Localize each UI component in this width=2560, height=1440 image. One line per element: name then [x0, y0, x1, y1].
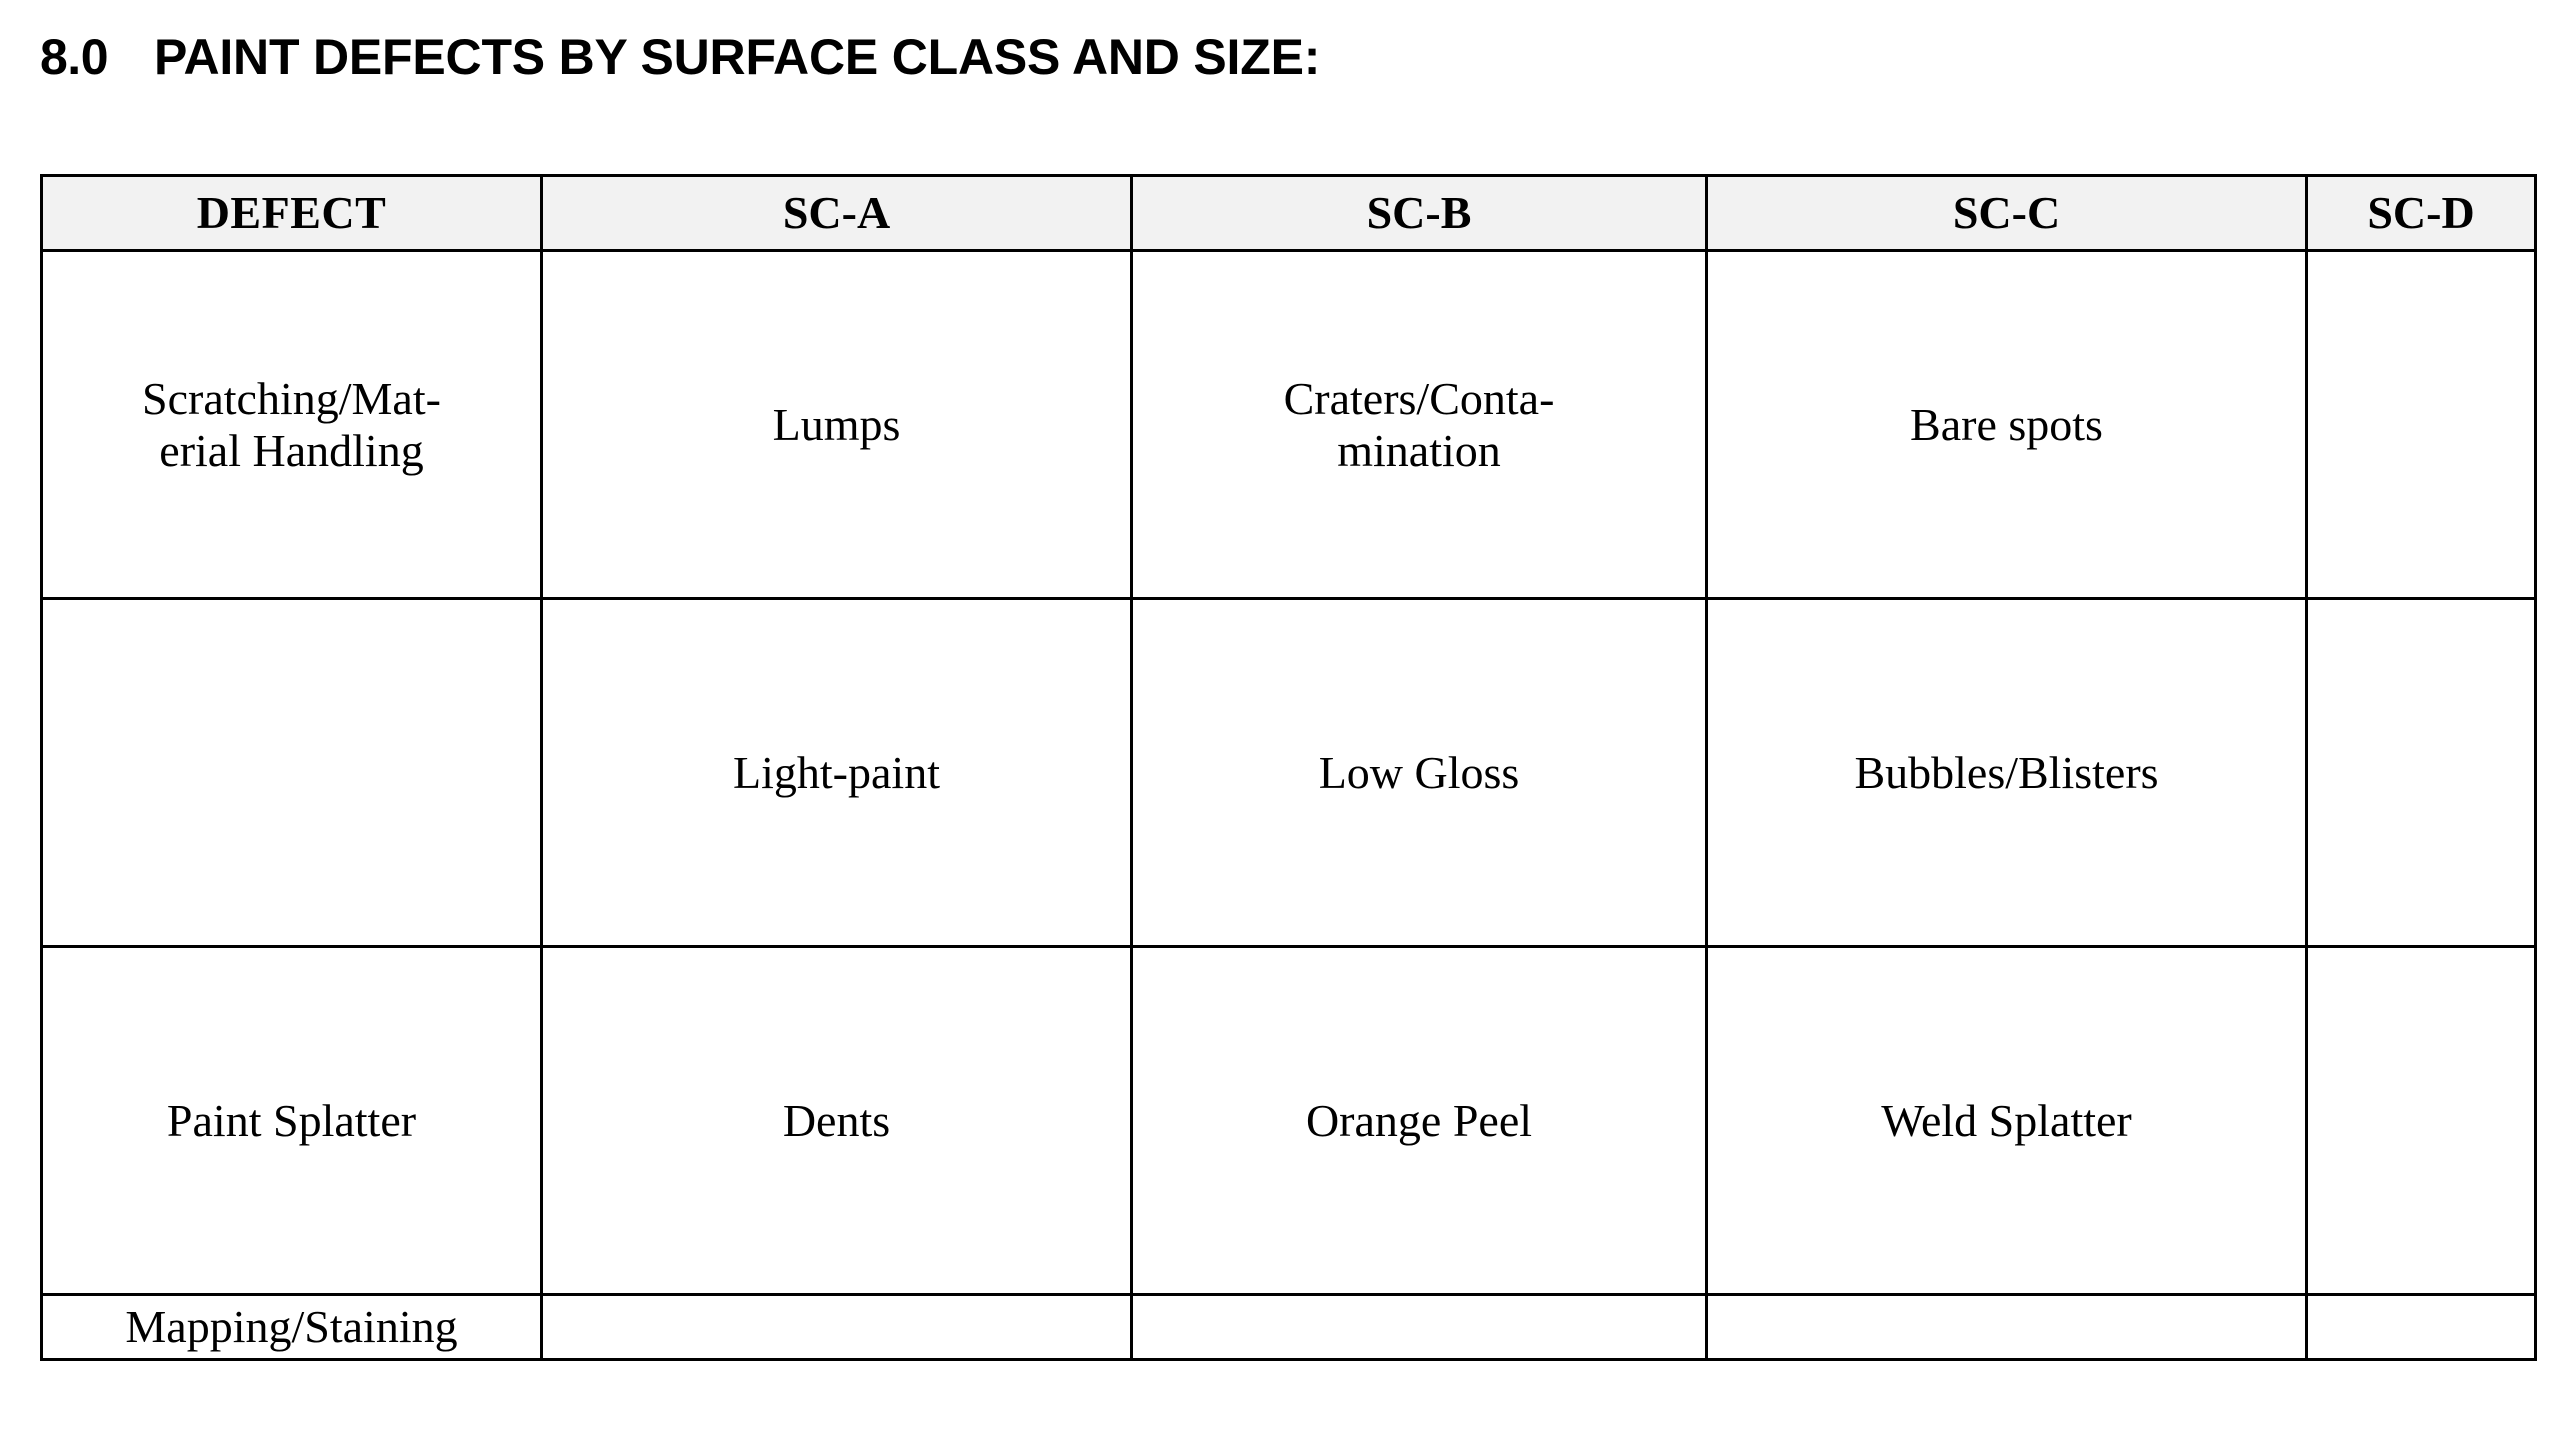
table-row	[42, 251, 2536, 599]
cell-sc-d-1	[2307, 251, 2536, 599]
cell-defect-1-line2: erial Handling	[159, 424, 424, 476]
cell-defect-2	[42, 599, 542, 947]
cell-defect-1	[42, 251, 542, 599]
column-header-sc-b: SC-B	[1132, 176, 1707, 251]
cell-sc-b-3: Orange Peel	[1132, 947, 1707, 1295]
cell-defect-1-line1: Scratching/Mat-	[142, 372, 441, 424]
cell-sc-c-4	[1707, 1295, 2307, 1360]
cell-sc-b-1-line2: mination	[1337, 424, 1501, 476]
table-row	[42, 599, 2536, 947]
cell-sc-a-1: Lumps	[542, 251, 1132, 599]
cell-sc-b-1	[1132, 251, 1707, 599]
paint-defects-table	[40, 174, 2537, 1361]
cell-sc-d-3	[2307, 947, 2536, 1295]
cell-sc-a-3: Dents	[542, 947, 1132, 1295]
cell-sc-a-2: Light-paint	[542, 599, 1132, 947]
section-title: PAINT DEFECTS BY SURFACE CLASS AND SIZE:	[154, 29, 1321, 85]
table-header-row	[42, 176, 2536, 251]
cell-defect-3: Paint Splatter	[42, 947, 542, 1295]
section-number: 8.0	[40, 29, 109, 85]
column-header-sc-c: SC-C	[1707, 176, 2307, 251]
cell-sc-b-1-line1: Craters/Conta-	[1283, 372, 1555, 424]
column-header-defect: DEFECT	[42, 176, 542, 251]
cell-sc-d-4	[2307, 1295, 2536, 1360]
cell-sc-d-2	[2307, 599, 2536, 947]
cell-defect-4: Mapping/Staining	[42, 1295, 542, 1360]
cell-sc-a-4	[542, 1295, 1132, 1360]
table-row	[42, 1295, 2536, 1360]
defects-table-wrapper	[40, 174, 2520, 1361]
cell-sc-c-2: Bubbles/Blisters	[1707, 599, 2307, 947]
cell-sc-b-2: Low Gloss	[1132, 599, 1707, 947]
page-title	[40, 28, 2520, 86]
table-row	[42, 947, 2536, 1295]
cell-sc-c-3: Weld Splatter	[1707, 947, 2307, 1295]
column-header-sc-a: SC-A	[542, 176, 1132, 251]
cell-sc-c-1: Bare spots	[1707, 251, 2307, 599]
column-header-sc-d: SC-D	[2307, 176, 2536, 251]
cell-sc-b-4	[1132, 1295, 1707, 1360]
